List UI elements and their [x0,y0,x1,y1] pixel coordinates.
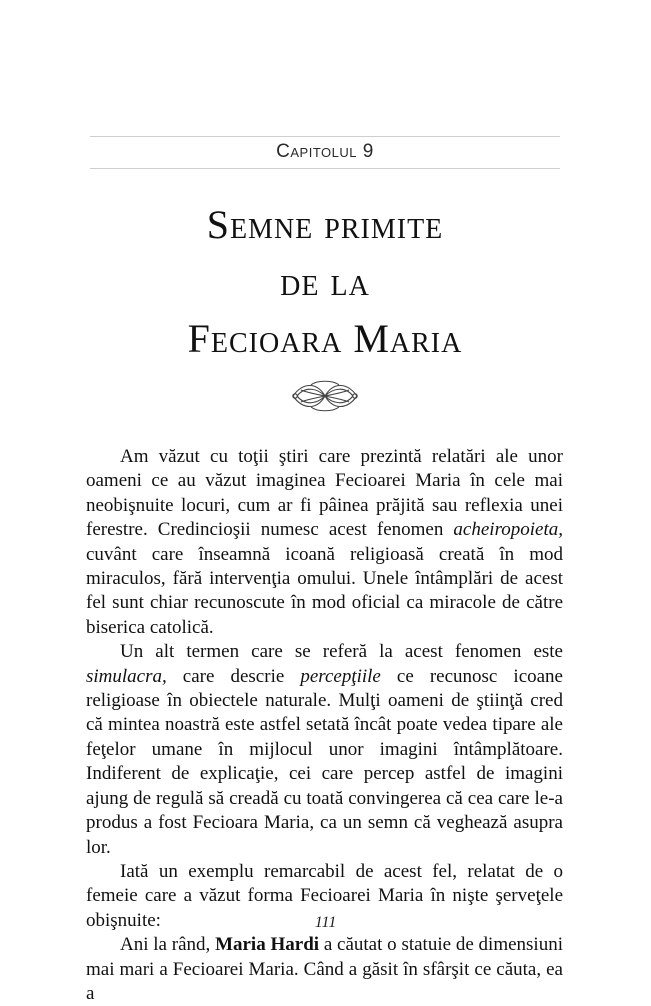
title-line-1: Semne primite [206,202,444,247]
text-segment: Am văzut cu toţii ştiri care prezintă relatări ale unor oameni ce au văzut imaginea Fecioarei Maria în cele mai neobişnuite locuri, cum ar fi pâinea prăjită sau reflexia unei ferestre. Credincioşii numesc acest fenomen [86,446,563,541]
text-segment: Iată un exemplu remarcabil de acest fel, relatat de o femeie care a văzut forma Fecioarei Maria în nişte şerveţele obişnuite: [86,860,563,931]
chapter-rule-top [90,136,560,137]
bold-name: Maria Hardi [215,934,320,956]
paragraph [86,933,563,1006]
text-segment: Un alt termen care se referă la acest fenomen este [120,641,563,663]
title-line-3: Fecioara Maria [187,316,463,361]
text-segment: cuvânt care înseamnă icoană religioasă creată în mod miraculos, fără intervenţia omului. Unele întâmplări de acest fel sunt chiar recunoscute în mod oficial ca miracole de către biserica catolică. [86,543,563,638]
text-segment: care descrie [166,665,301,687]
chapter-label: Capitolul 9 [276,141,374,162]
text-segment: Ani la rând, [120,934,216,956]
paragraph [86,640,563,860]
text-segment: a căutat o statuie de dimensiuni mai mari a Fecioarei Maria. Când a găsit în sfârşit ce căuta, ea a [86,934,563,1004]
flourish-ornament-icon [289,376,361,416]
paragraph [86,445,563,640]
italic-term: percepţiile [300,665,381,687]
title-line-2: de la [280,259,370,304]
page-number: 111 [314,914,337,931]
italic-term: simulacra, [86,665,167,687]
chapter-title [60,196,590,367]
text-segment: ce recunosc icoane religioase în obiectele naturale. Mulţi oameni de ştiinţă cred că mintea noastră este astfel setată încât poate vedea tipare ale feţelor umane în mijlocul unor imagini întâmplătoare. Indiferent de explicaţie, cei care percep astfel de imagini ajung de regulă să creadă cu toată convingerea că cea care le-a produs a fost Fecioara Maria, ca un semn că veghează asupra lor. [86,665,563,858]
chapter-rule-bottom [90,168,560,169]
italic-term: acheiropoieta, [453,519,563,541]
